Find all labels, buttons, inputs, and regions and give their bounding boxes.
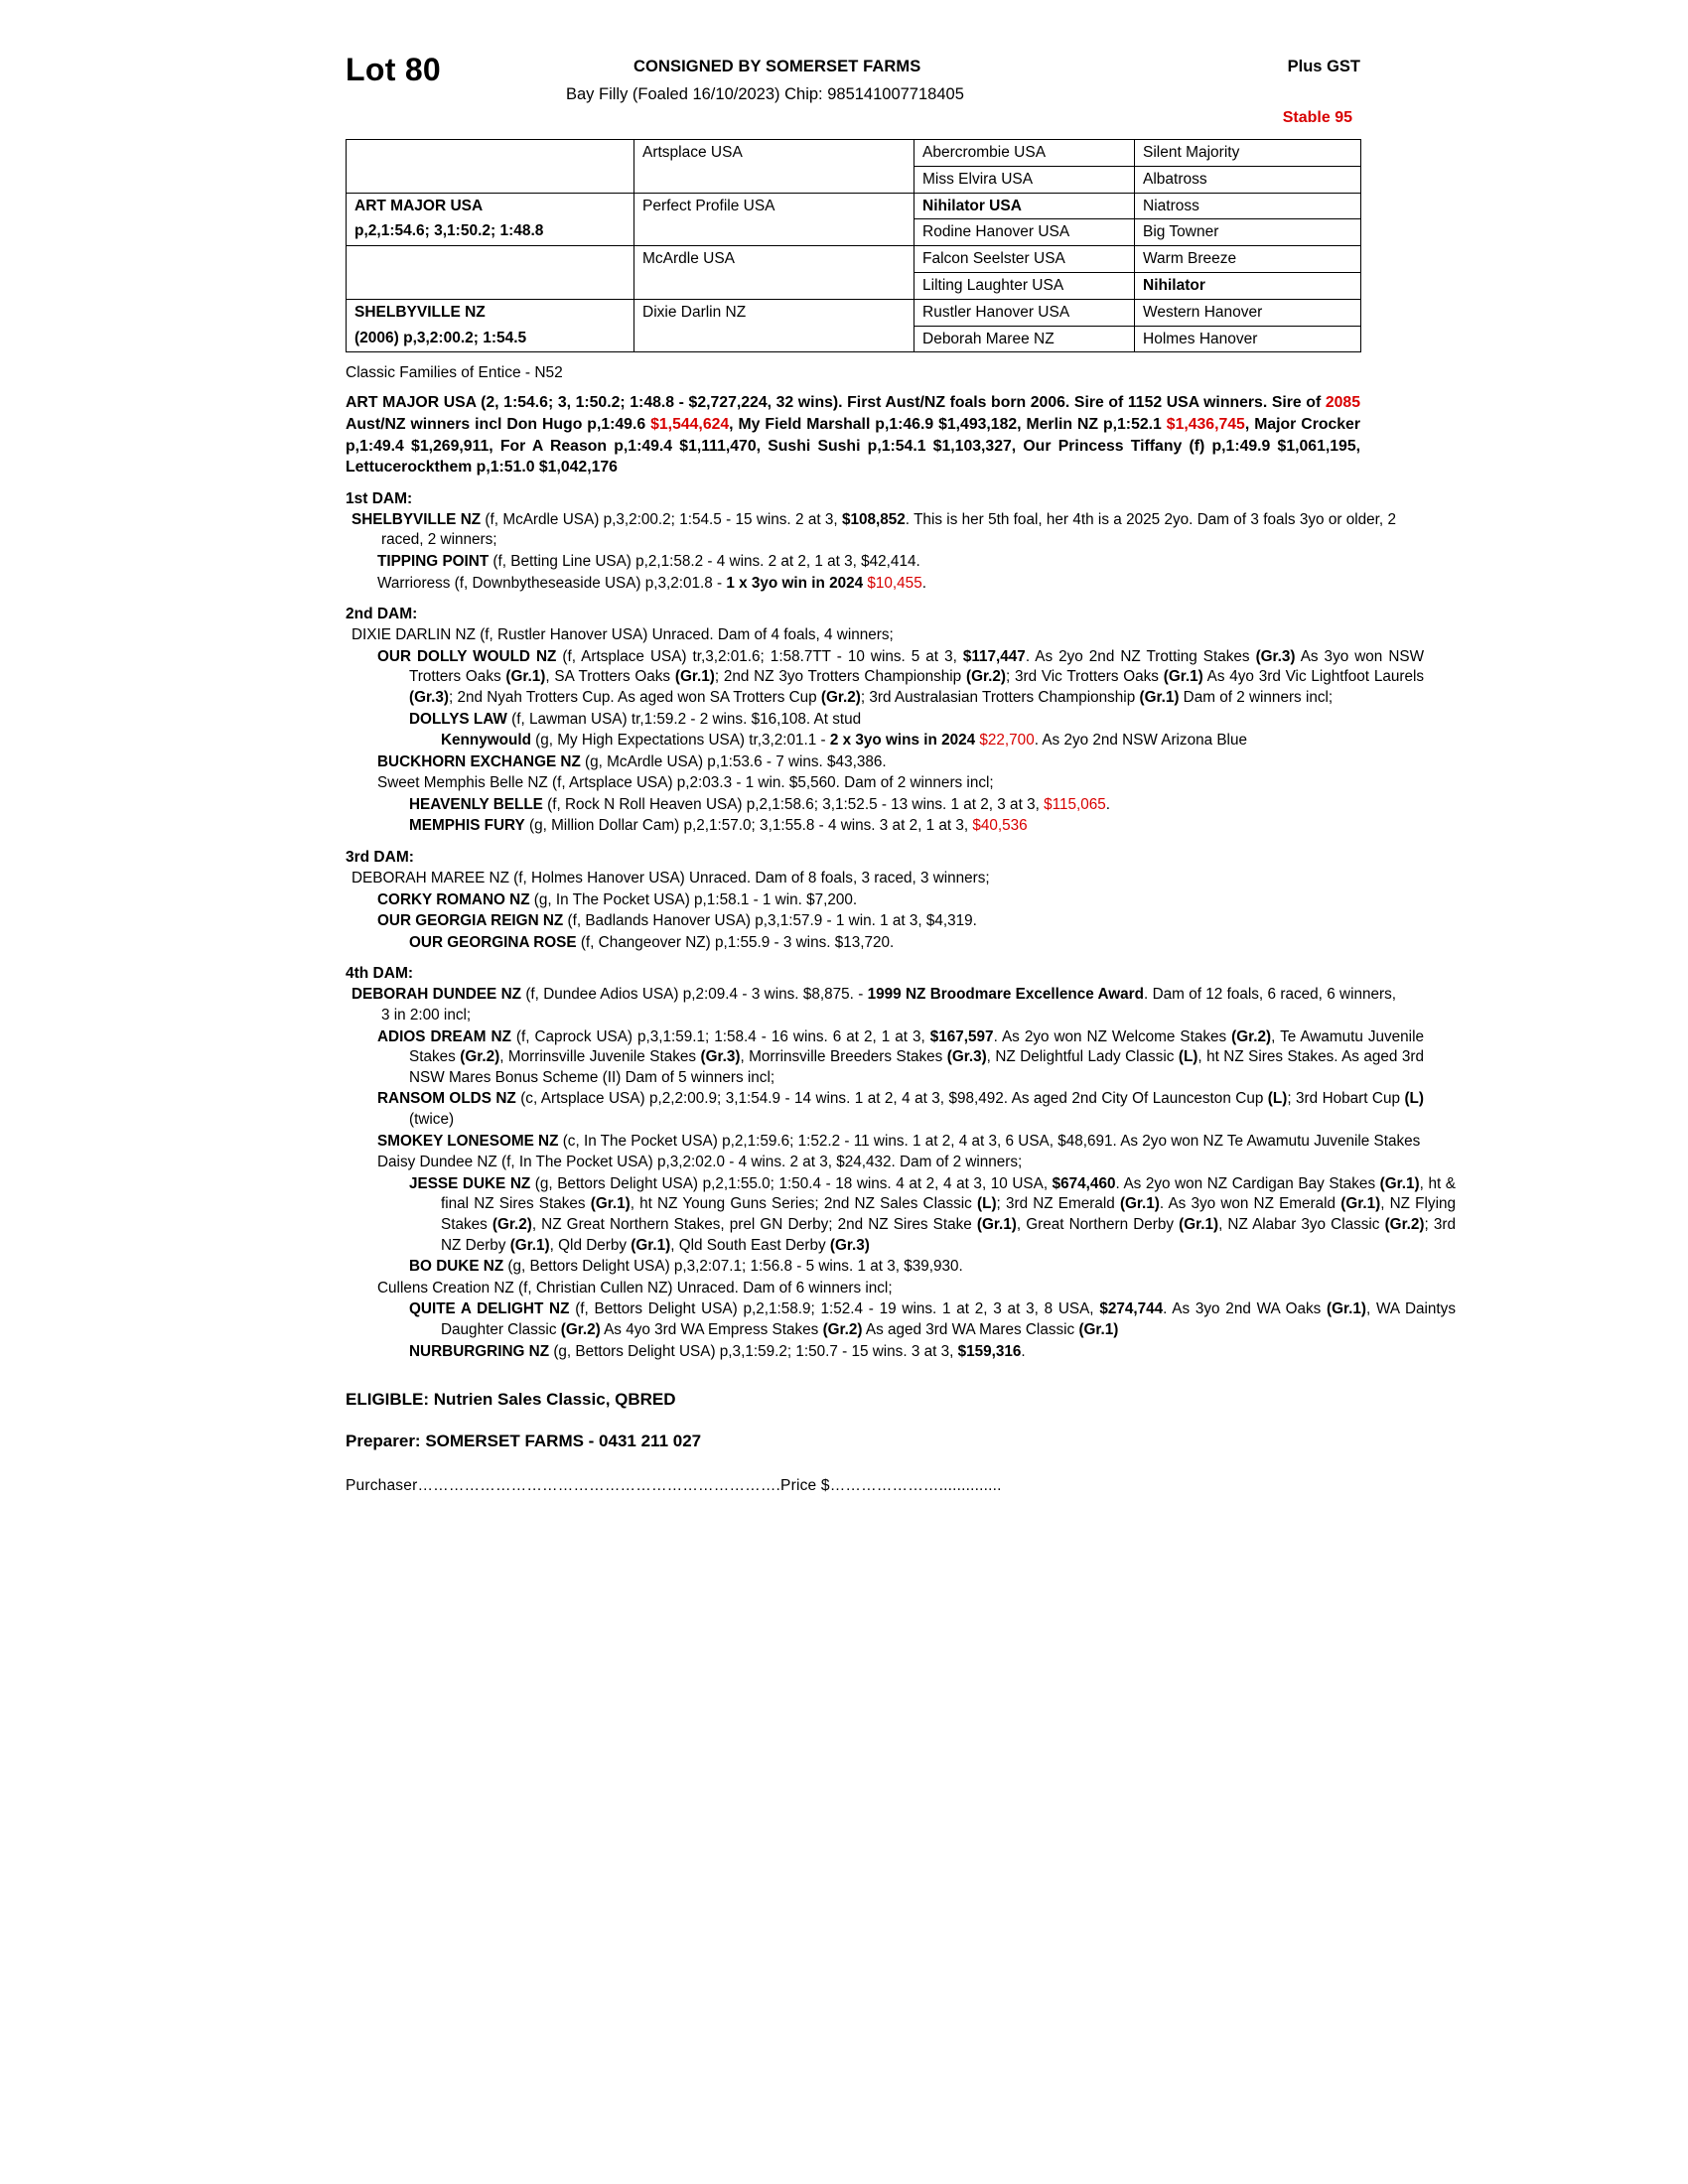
entry-text: $674,460: [1052, 1174, 1116, 1192]
gp-6: Lilting Laughter USA: [914, 272, 1135, 299]
dam-sections: [346, 489, 1456, 1362]
entry-text: As 3yo won NSW Trotters Oaks: [409, 647, 1425, 686]
entry-text: 2 x 3yo wins in 2024: [829, 732, 980, 750]
entry-text: .: [1021, 1342, 1026, 1360]
sire-summary-seg-3: , My Field Marshall p,1:46.9 $1,493,182, Merlin NZ p,1:52.1: [729, 415, 1167, 433]
entry-text: ; 2nd Nyah Trotters Cup. As aged won SA Trotters Cup: [448, 688, 821, 706]
ggp-6: Nihilator: [1135, 272, 1361, 299]
entry-text: (L): [977, 1195, 997, 1213]
entry-text: OUR GEORGINA ROSE: [409, 933, 577, 951]
entry-text: . This is her 5th foal, her 4th is a 2025 2yo. Dam of 3 foals 3yo or older, 2 raced, 2 winners;: [381, 510, 1396, 549]
entry-text: (f, Rock N Roll Heaven USA) p,2,1:58.6; 3,1:52.5 - 13 wins. 1 at 2, 3 at 3,: [542, 795, 1045, 813]
entry-text: (c, Artsplace USA) p,2,2:00.9; 3,1:54.9 - 14 wins. 1 at 2, 4 at 3, $98,492. As aged 2nd City Of Launceston Cup: [515, 1090, 1268, 1108]
entry-text: (Gr.1): [1327, 1300, 1366, 1318]
entry-text: (Gr.1): [1179, 1215, 1219, 1233]
entry-text: JESSE DUKE NZ: [409, 1174, 531, 1192]
stable-number: Stable 95: [1282, 109, 1352, 126]
pedigree-entry: [346, 1279, 1424, 1299]
entry-text: OUR DOLLY WOULD NZ: [377, 647, 557, 665]
entry-text: ; 2nd NZ 3yo Trotters Championship: [714, 668, 966, 686]
entry-text: $159,316: [957, 1342, 1022, 1360]
entry-text: .: [1105, 795, 1110, 813]
entry-text: NURBURGRING NZ: [409, 1342, 550, 1360]
ggp-1: Silent Majority: [1135, 140, 1361, 167]
entry-text: $40,536: [972, 817, 1028, 835]
entry-text: Warrioress (f, Downbytheseaside USA) p,3,2:01.8 -: [377, 574, 727, 592]
entry-text: As 4yo 3rd Vic Lightfoot Laurels: [1202, 668, 1425, 686]
purchaser-line: Purchaser…………………………………………………………….Price $…………………..............: [346, 1477, 1002, 1495]
sire-sire-cell: Artsplace USA: [634, 140, 914, 194]
entry-text: , Qld South East Derby: [670, 1236, 830, 1254]
horse-description: Bay Filly (Foaled 16/10/2023) Chip: 985141007718405: [566, 85, 964, 103]
entry-text: DOLLYS LAW: [409, 710, 507, 728]
entry-text: . As 2yo won NZ Cardigan Bay Stakes: [1115, 1174, 1380, 1192]
entry-text: (Gr.2): [822, 1320, 863, 1338]
sire-cell: [347, 140, 634, 194]
entry-text: (f, Changeover NZ) p,1:55.9 - 3 wins. $13,720.: [576, 933, 895, 951]
consignor-line: CONSIGNED BY SOMERSET FARMS: [633, 58, 921, 75]
entry-text: MEMPHIS FURY: [409, 817, 525, 835]
gp-1: Abercrombie USA: [914, 140, 1135, 167]
entry-text: As aged 3rd WA Mares Classic: [862, 1320, 1079, 1338]
entry-text: (Gr.2): [820, 688, 861, 706]
entry-text: , Qld Derby: [549, 1236, 632, 1254]
pedigree-entry: [346, 816, 1456, 837]
entry-text: QUITE A DELIGHT NZ: [409, 1300, 570, 1318]
pedigree-entry: [346, 647, 1424, 709]
pedigree-entry: [346, 710, 1456, 731]
entry-text: (L): [1178, 1048, 1198, 1066]
sire-record: p,2,1:54.6; 3,1:50.2; 1:48.8: [354, 222, 544, 240]
sire-name: ART MAJOR USA: [354, 197, 484, 214]
pedigree-table: [346, 139, 1361, 352]
entry-text: (g, Bettors Delight USA) p,3,2:07.1; 1:56.8 - 5 wins. 1 at 3, $39,930.: [503, 1258, 963, 1276]
gp-7: Rustler Hanover USA: [914, 299, 1135, 326]
entry-text: . As 2yo 2nd NSW Arizona Blue: [1034, 732, 1247, 750]
entry-text: (g, Bettors Delight USA) p,3,1:59.2; 1:50.7 - 15 wins. 3 at 3,: [549, 1342, 958, 1360]
entry-text: DEBORAH MAREE NZ (f, Holmes Hanover USA) Unraced. Dam of 8 foals, 3 raced, 3 winners;: [352, 870, 990, 887]
sire-summary-seg-1: ART MAJOR USA (2, 1:54.6; 3, 1:50.2; 1:48.8 - $2,727,224, 32 wins). First Aust/NZ foals born 2006. Sire of 1152 USA winners. Sire of: [346, 394, 1326, 412]
entry-text: . As 3yo 2nd WA Oaks: [1163, 1300, 1328, 1318]
entry-text: . As 3yo won NZ Emerald: [1159, 1195, 1341, 1213]
entry-text: , WA Daintys Daughter Classic: [441, 1300, 1456, 1338]
entry-text: Dam of 2 winners incl;: [1179, 688, 1334, 706]
entry-text: , NZ Alabar 3yo Classic: [1218, 1215, 1385, 1233]
sire-summary-seg-4: , Major Crocker p,1:49.4 $1,269,911, For A Reason p,1:49.4 $1,111,470, Sushi Sushi p,1:54.1 $1,103,327, Our Princess Tiffany (f) p,1:49.9 $1,061,195, Lettucerockthem p,1:51.0 $1,042,176: [346, 415, 1360, 477]
entry-text: $108,852: [841, 510, 906, 528]
plus-gst-label: Plus GST: [1287, 58, 1360, 75]
entry-text: $117,447: [962, 647, 1026, 665]
sire-summary-seg-2: Aust/NZ winners incl Don Hugo p,1:49.6: [346, 415, 651, 433]
entry-text: (f, McArdle USA) p,3,2:00.2; 1:54.5 - 15 wins. 2 at 3,: [481, 510, 842, 528]
ggp-4: Big Towner: [1135, 219, 1361, 246]
entry-text: (Gr.2): [492, 1215, 532, 1233]
table-row: [347, 140, 1361, 167]
entry-text: (Gr.2): [1231, 1027, 1272, 1045]
sire-summary-highlight-3: $1,436,745: [1166, 415, 1245, 433]
entry-text: BUCKHORN EXCHANGE NZ: [377, 752, 581, 770]
entry-text: (c, In The Pocket USA) p,2,1:59.6; 1:52.2 - 11 wins. 1 at 2, 4 at 3, 6 USA, $48,691. As 2yo won NZ Te Awamutu Juvenile Stakes: [558, 1132, 1421, 1150]
entry-text: (Gr.3): [946, 1048, 987, 1066]
pedigree-entry: [346, 574, 1424, 595]
eligible-line: ELIGIBLE: Nutrien Sales Classic, QBRED: [346, 1390, 676, 1410]
gp-3: Nihilator USA: [914, 193, 1135, 219]
gp-4: Rodine Hanover USA: [914, 219, 1135, 246]
sire-dam-cell: Perfect Profile USA: [634, 193, 914, 246]
entry-text: (g, Bettors Delight USA) p,2,1:55.0; 1:50.4 - 18 wins. 4 at 2, 4 at 3, 10 USA,: [530, 1174, 1053, 1192]
entry-text: ; 3rd Australasian Trotters Championship: [860, 688, 1140, 706]
entry-text: (f, Bettors Delight USA) p,2,1:58.9; 1:52.4 - 19 wins. 1 at 2, 3 at 3, 8 USA,: [569, 1300, 1100, 1318]
dam-dam-cell: Dixie Darlin NZ: [634, 299, 914, 352]
entry-text: , ht NZ Sires Stakes. As aged 3rd NSW Mares Bonus Scheme (II) Dam of 5 winners incl;: [409, 1048, 1424, 1086]
entry-text: $115,065: [1044, 795, 1106, 813]
entry-text: (Gr.2): [460, 1048, 500, 1066]
entry-text: $167,597: [929, 1027, 994, 1045]
entry-text: , Great Northern Derby: [1016, 1215, 1180, 1233]
entry-text: Sweet Memphis Belle NZ (f, Artsplace USA) p,2:03.3 - 1 win. $5,560. Dam of 2 winners incl;: [377, 774, 994, 792]
sire-name-cell: [347, 193, 634, 246]
dam-name-cell: [347, 299, 634, 352]
gp-8: Deborah Maree NZ: [914, 326, 1135, 352]
dam-heading: 4th DAM:: [346, 965, 414, 983]
dam-sire-cell: McArdle USA: [634, 246, 914, 300]
entry-text: (Gr.1): [674, 668, 715, 686]
entry-text: , ht & final NZ Sires Stakes: [441, 1174, 1456, 1213]
pedigree-entry: [346, 985, 1396, 1025]
dam-cell: [347, 246, 634, 300]
dam-record: (2006) p,3,2:00.2; 1:54.5: [354, 329, 527, 346]
entry-text: (twice): [409, 1111, 455, 1128]
pedigree-entry: [346, 552, 1424, 573]
entry-text: ; 3rd Vic Trotters Oaks: [1005, 668, 1164, 686]
entry-text: (Gr.1): [1163, 668, 1203, 686]
pedigree-entry: [346, 1342, 1456, 1363]
entry-text: ; 3rd NZ Derby: [441, 1215, 1456, 1254]
entry-text: (f, Artsplace USA) tr,3,2:01.6; 1:58.7TT - 10 wins. 5 at 3,: [556, 647, 963, 665]
entry-text: (f, Badlands Hanover USA) p,3,1:57.9 - 1 win. 1 at 3, $4,319.: [563, 912, 977, 930]
pedigree-entry: [346, 752, 1424, 773]
preparer-line: Preparer: SOMERSET FARMS - 0431 211 027: [346, 1432, 702, 1451]
entry-text: (f, Betting Line USA) p,2,1:58.2 - 4 wins. 2 at 2, 1 at 3, $42,414.: [489, 552, 920, 570]
entry-text: DIXIE DARLIN NZ (f, Rustler Hanover USA) Unraced. Dam of 4 foals, 4 winners;: [352, 626, 894, 644]
gp-5: Falcon Seelster USA: [914, 246, 1135, 273]
entry-text: (Gr.1): [1139, 688, 1180, 706]
entry-text: , Morrinsville Juvenile Stakes: [499, 1048, 701, 1066]
sire-summary-highlight-1: 2085: [1325, 394, 1360, 412]
ggp-2: Albatross: [1135, 166, 1361, 193]
entry-text: , ht NZ Young Guns Series; 2nd NZ Sales Classic: [630, 1195, 977, 1213]
entry-text: (g, Million Dollar Cam) p,2,1:57.0; 3,1:55.8 - 4 wins. 3 at 2, 1 at 3,: [524, 817, 973, 835]
entry-text: (L): [1404, 1090, 1424, 1108]
entry-text: ; 3rd NZ Emerald: [996, 1195, 1120, 1213]
entry-text: (Gr.1): [1340, 1195, 1381, 1213]
entry-text: (g, McArdle USA) p,1:53.6 - 7 wins. $43,386.: [580, 752, 887, 770]
entry-text: (f, Lawman USA) tr,1:59.2 - 2 wins. $16,108. At stud: [506, 710, 862, 728]
entry-text: (Gr.1): [1379, 1174, 1420, 1192]
pedigree-entry: [346, 510, 1396, 551]
entry-text: Cullens Creation NZ (f, Christian Cullen NZ) Unraced. Dam of 6 winners incl;: [377, 1279, 893, 1297]
entry-text: (f, Caprock USA) p,3,1:59.1; 1:58.4 - 16 wins. 6 at 2, 1 at 3,: [510, 1027, 930, 1045]
entry-text: (Gr.1): [1078, 1320, 1119, 1338]
ggp-8: Holmes Hanover: [1135, 326, 1361, 352]
classic-families-line: Classic Families of Entice - N52: [346, 364, 563, 382]
entry-text: (Gr.1): [505, 668, 546, 686]
entry-text: , NZ Great Northern Stakes, prel GN Derby; 2nd NZ Sires Stake: [531, 1215, 977, 1233]
entry-text: HEAVENLY BELLE: [409, 795, 543, 813]
pedigree-entry: [346, 1174, 1456, 1256]
entry-text: ADIOS DREAM NZ: [377, 1027, 511, 1045]
pedigree-entry: [346, 890, 1424, 911]
pedigree-entry: [346, 1089, 1424, 1130]
gp-2: Miss Elvira USA: [914, 166, 1135, 193]
entry-text: ; 3rd Hobart Cup: [1287, 1090, 1405, 1108]
entry-text: . As 2yo won NZ Welcome Stakes: [993, 1027, 1232, 1045]
entry-text: .: [921, 574, 926, 592]
entry-text: SHELBYVILLE NZ: [352, 510, 482, 528]
pedigree-entry: [346, 1027, 1424, 1089]
pedigree-entry: [346, 1257, 1456, 1278]
entry-text: (Gr.1): [1119, 1195, 1160, 1213]
entry-text: SMOKEY LONESOME NZ: [377, 1132, 559, 1150]
page-header: [346, 48, 1360, 133]
entry-text: (Gr.3): [1255, 647, 1296, 665]
pedigree-entry: [346, 731, 1487, 751]
pedigree-entry: [346, 869, 1366, 889]
dam-heading: 1st DAM:: [346, 489, 413, 507]
lot-number: Lot 80: [346, 52, 442, 87]
entry-text: CORKY ROMANO NZ: [377, 890, 530, 908]
entry-text: (Gr.1): [509, 1236, 550, 1254]
entry-text: , Te Awamutu Juvenile Stakes: [409, 1027, 1424, 1066]
entry-text: . Dam of 12 foals, 6 raced, 6 winners, 3 in 2:00 incl;: [381, 986, 1396, 1024]
sire-summary-highlight-2: $1,544,624: [650, 415, 730, 433]
entry-text: (Gr.2): [560, 1320, 601, 1338]
pedigree-entry: [346, 911, 1424, 932]
entry-text: BO DUKE NZ: [409, 1258, 504, 1276]
pedigree-entry: [346, 773, 1424, 794]
table-row: [347, 246, 1361, 273]
entry-text: RANSOM OLDS NZ: [377, 1090, 516, 1108]
entry-text: , SA Trotters Oaks: [545, 668, 675, 686]
sire-summary-paragraph: [346, 392, 1360, 478]
ggp-7: Western Hanover: [1135, 299, 1361, 326]
pedigree-entry: [346, 1299, 1456, 1340]
entry-text: (g, In The Pocket USA) p,1:58.1 - 1 win. $7,200.: [529, 890, 858, 908]
ggp-5: Warm Breeze: [1135, 246, 1361, 273]
table-row: [347, 193, 1361, 219]
entry-text: $274,744: [1099, 1300, 1164, 1318]
entry-text: . As 2yo 2nd NZ Trotting Stakes: [1025, 647, 1256, 665]
entry-text: 1 x 3yo win in 2024: [726, 574, 868, 592]
entry-text: TIPPING POINT: [377, 552, 490, 570]
entry-text: Daisy Dundee NZ (f, In The Pocket USA) p,3,2:02.0 - 4 wins. 2 at 3, $24,432. Dam of 2 winners;: [377, 1154, 1023, 1171]
dam-heading: 3rd DAM:: [346, 849, 414, 867]
entry-text: OUR GEORGIA REIGN NZ: [377, 912, 564, 930]
entry-text: , Morrinsville Breeders Stakes: [740, 1048, 947, 1066]
pedigree-entry: [346, 1153, 1424, 1173]
entry-text: , NZ Flying Stakes: [441, 1195, 1456, 1233]
entry-text: 1999 NZ Broodmare Excellence Award: [867, 986, 1144, 1004]
entry-text: (Gr.1): [590, 1195, 631, 1213]
pedigree-entry: [346, 795, 1456, 816]
entry-text: Kennywould: [441, 732, 531, 750]
pedigree-entry: [346, 1132, 1424, 1153]
ggp-3: Niatross: [1135, 193, 1361, 219]
entry-text: , NZ Delightful Lady Classic: [986, 1048, 1179, 1066]
table-row: [347, 299, 1361, 326]
entry-text: As 4yo 3rd WA Empress Stakes: [600, 1320, 823, 1338]
entry-text: (g, My High Expectations USA) tr,3,2:01.1 -: [530, 732, 830, 750]
entry-text: DEBORAH DUNDEE NZ: [352, 986, 521, 1004]
entry-text: (Gr.1): [631, 1236, 671, 1254]
entry-text: (Gr.3): [700, 1048, 741, 1066]
entry-text: $10,455: [867, 574, 922, 592]
entry-text: (Gr.3): [829, 1236, 870, 1254]
entry-text: (L): [1267, 1090, 1288, 1108]
entry-text: $22,700: [979, 732, 1035, 750]
dam-name: SHELBYVILLE NZ: [354, 303, 486, 321]
entry-text: (f, Dundee Adios USA) p,2:09.4 - 3 wins. $8,875. -: [520, 986, 868, 1004]
pedigree-entry: [346, 625, 1366, 646]
dam-heading: 2nd DAM:: [346, 606, 418, 623]
entry-text: (Gr.2): [965, 668, 1006, 686]
entry-text: (Gr.2): [1384, 1215, 1425, 1233]
entry-text: (Gr.1): [976, 1215, 1017, 1233]
entry-text: (Gr.3): [409, 688, 449, 706]
pedigree-entry: [346, 933, 1456, 954]
